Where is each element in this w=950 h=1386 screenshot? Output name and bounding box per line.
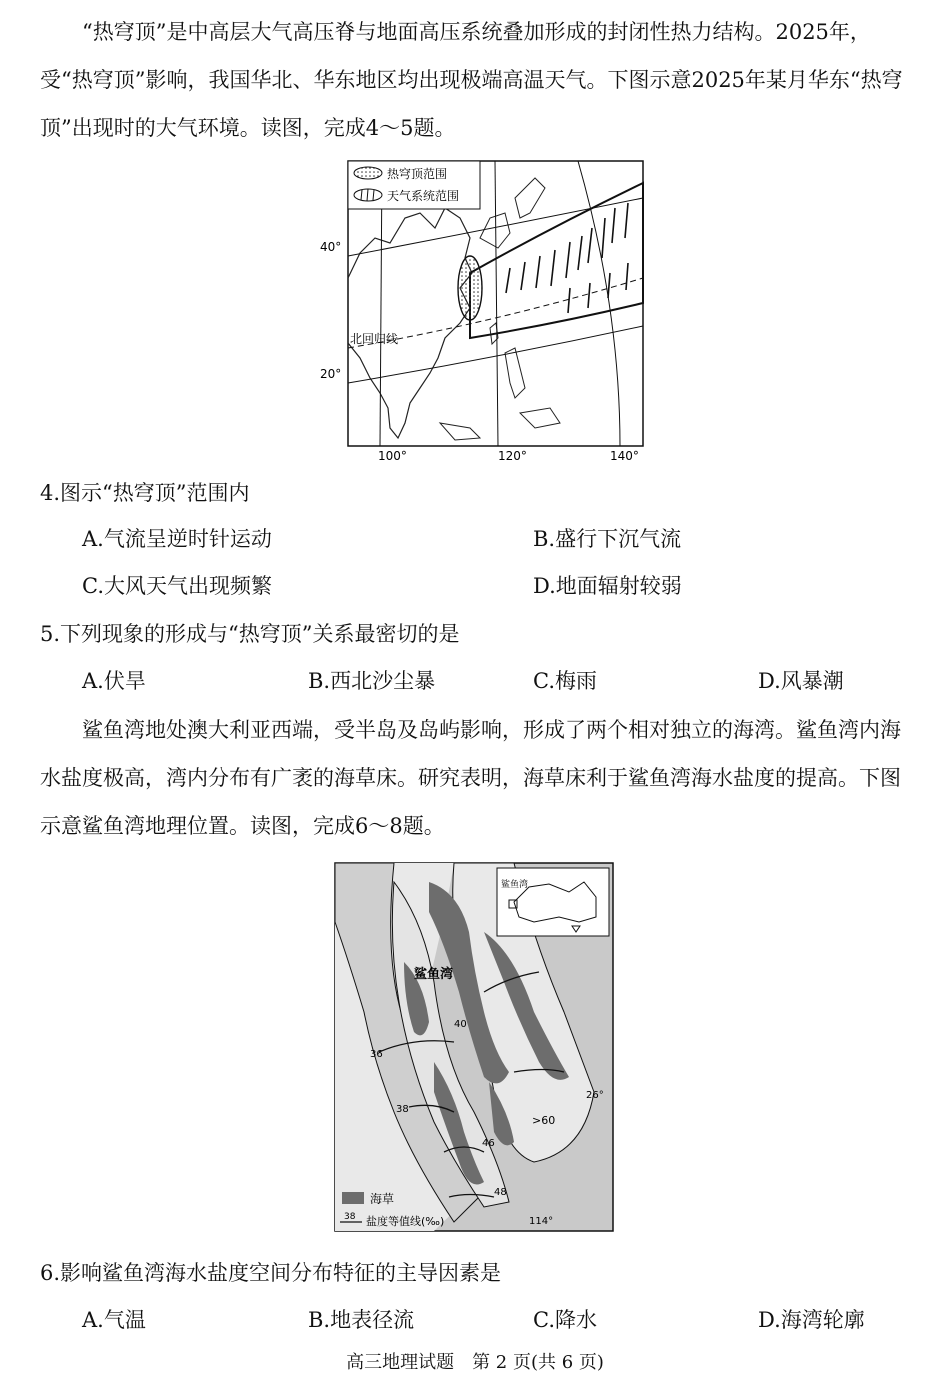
lat-26-label: 26° — [586, 1090, 604, 1101]
q4-stem: 4.图示“热穹顶”范围内 — [40, 481, 250, 505]
q6-stem: 6.影响鲨鱼湾海水盐度空间分布特征的主导因素是 — [40, 1261, 502, 1285]
q6-option-a[interactable]: A.气温 — [82, 1308, 146, 1332]
lon-120-label: 120° — [498, 449, 527, 463]
q4-option-a[interactable]: A.气流呈逆时针运动 — [82, 527, 272, 551]
intro-paragraph-1: “热穹顶”是中高层大气高压脊与地面高压系统叠加形成的封闭性热力结构。2025年，受“热穹顶”影响，我国华北、华东地区均出现极端高温天气。下图示意2025年某月华东“热穹顶”出现时的大气环境。读图，完成4～5题。 — [40, 20, 903, 140]
isoline-38-label: 38 — [396, 1104, 409, 1115]
legend-heat-dome-symbol — [354, 167, 382, 179]
isoline-46-label: 46 — [482, 1138, 495, 1149]
bay-label: 鲨鱼湾 — [414, 967, 454, 982]
legend-weather-system-symbol — [354, 189, 382, 201]
lat-40-label: 40° — [320, 240, 342, 254]
legend-heat-dome-label: 热穹顶范围 — [387, 167, 448, 181]
legend-isoline-label: 盐度等值线(‰) — [366, 1215, 445, 1228]
lon-140-label: 140° — [610, 449, 639, 463]
inset-shark-bay-label: 鲨鱼湾 — [501, 880, 529, 890]
q4-option-b[interactable]: B.盛行下沉气流 — [533, 527, 682, 551]
salinity-gt60-label: >60 — [532, 1114, 556, 1127]
q5-option-a[interactable]: A.伏旱 — [82, 669, 146, 693]
legend-seagrass-swatch — [342, 1192, 364, 1204]
q6-option-d[interactable]: D.海湾轮廓 — [758, 1308, 865, 1332]
isoline-48-label: 48 — [494, 1187, 507, 1198]
tropic-label: 北回归线 — [350, 332, 399, 346]
q4-option-c[interactable]: C.大风天气出现频繁 — [82, 574, 272, 598]
q5-option-b[interactable]: B.西北沙尘暴 — [308, 669, 436, 693]
heat-dome-map — [320, 158, 650, 468]
isoline-36-label: 36 — [370, 1049, 383, 1060]
isoline-40-label: 40 — [454, 1019, 467, 1030]
lon-114-label: 114° — [529, 1216, 554, 1227]
lon-100-label: 100° — [378, 449, 407, 463]
q5-stem: 5.下列现象的形成与“热穹顶”关系最密切的是 — [40, 622, 460, 646]
shark-bay-map — [334, 862, 616, 1234]
q5-option-d[interactable]: D.风暴潮 — [758, 669, 844, 693]
legend-isoline-value: 38 — [344, 1212, 356, 1222]
legend-weather-system-label: 天气系统范围 — [387, 189, 460, 203]
heat-dome-area — [458, 256, 482, 320]
q4-option-d[interactable]: D.地面辐射较弱 — [533, 574, 682, 598]
page-footer: 高三地理试题 第 2 页(共 6 页) — [346, 1352, 604, 1373]
lat-20-label: 20° — [320, 367, 342, 381]
legend-seagrass-label: 海草 — [370, 1192, 395, 1206]
q6-option-b[interactable]: B.地表径流 — [308, 1308, 415, 1332]
q5-option-c[interactable]: C.梅雨 — [533, 669, 597, 693]
intro-paragraph-2: 鲨鱼湾地处澳大利亚西端，受半岛及岛屿影响，形成了两个相对独立的海湾。鲨鱼湾内海水盐度极高，湾内分布有广袤的海草床。研究表明，海草床利于鲨鱼湾海水盐度的提高。下图示意鲨鱼湾地理位置。读图，完成6～8题。 — [40, 718, 901, 838]
q6-option-c[interactable]: C.降水 — [533, 1308, 597, 1332]
